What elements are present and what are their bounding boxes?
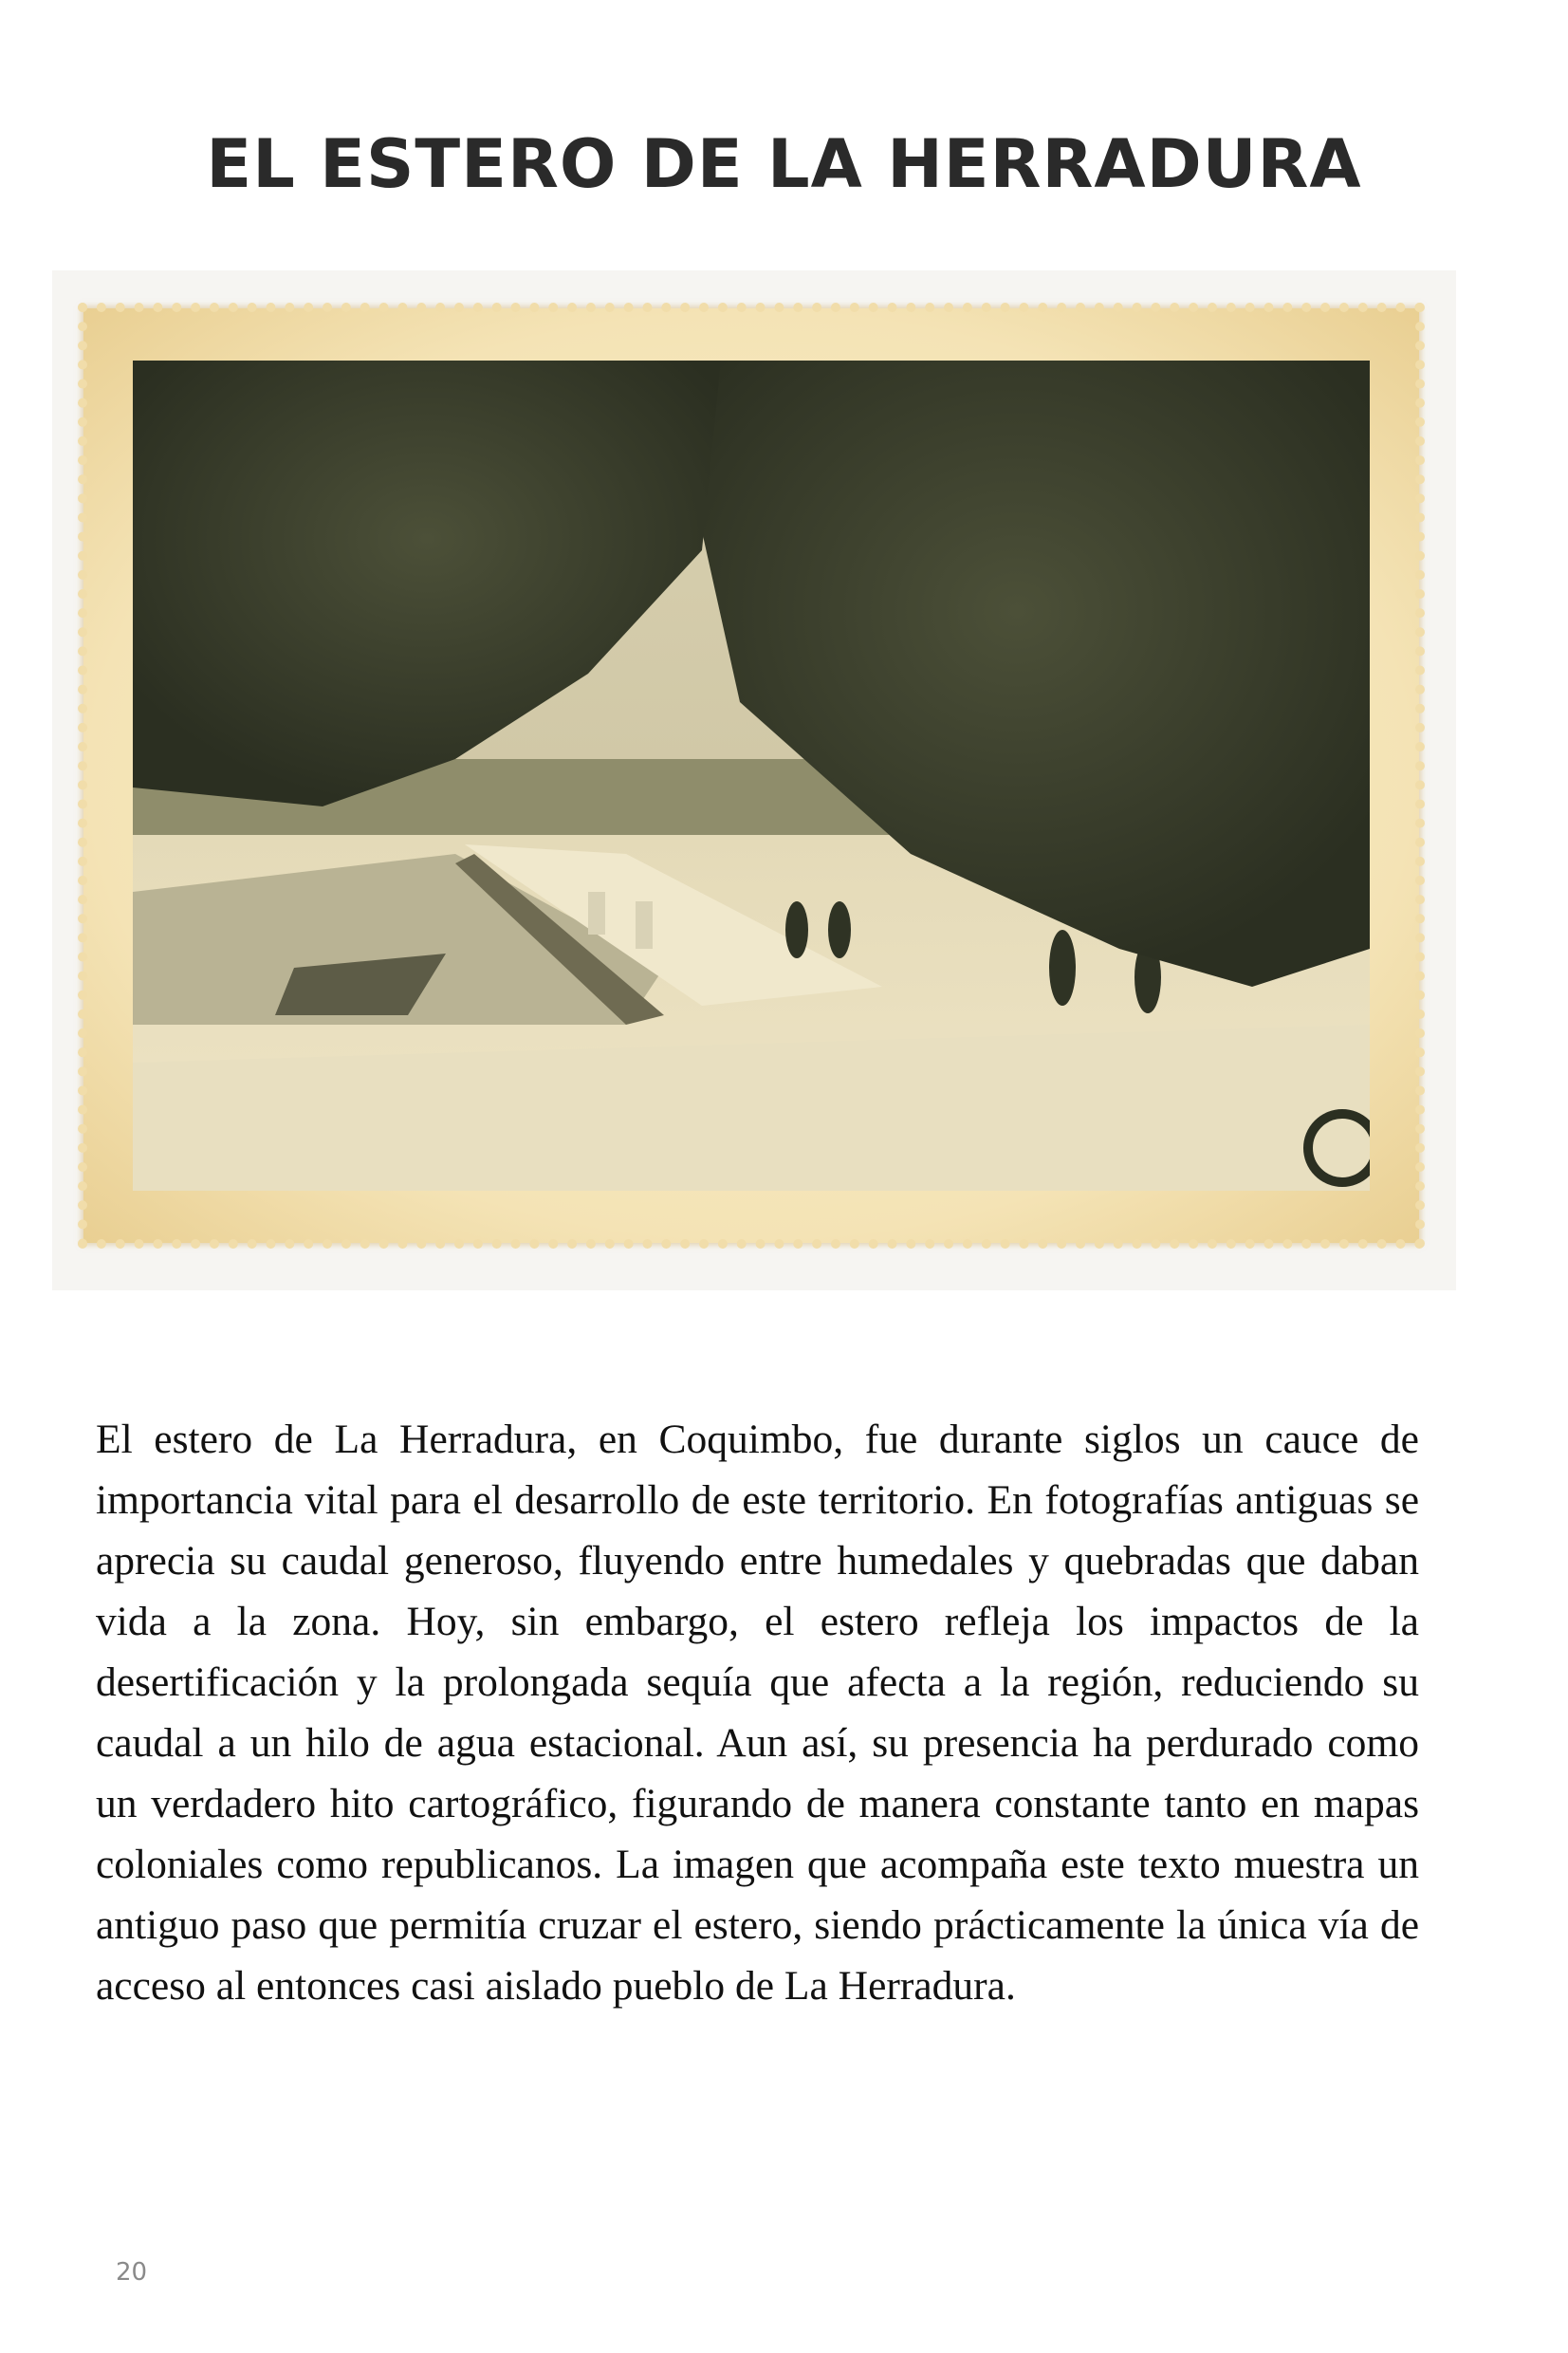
photo-person <box>1049 930 1076 1006</box>
page-number: 20 <box>116 2258 148 2287</box>
photo-rider <box>828 901 851 958</box>
vintage-photo-card <box>83 308 1419 1243</box>
estero-crossing-photo <box>133 361 1370 1191</box>
photo-post <box>636 901 653 949</box>
body-paragraph: El estero de La Herradura, en Coquimbo, fue durante siglos un cauce de importancia vital para el desarrollo de este territorio. En fotografías antiguas se aprecia su caudal generoso, fluyendo entre humedales y quebradas que daban vida a la zona. Hoy, sin embargo, el estero refleja los impactos de la desertificación y la prolongada sequía que afecta a la región, reduciendo su caudal a un hilo de agua estacional. Aun así, su presencia ha perdurado como un verdadero hito cartográfico, figurando de manera constante tanto en mapas coloniales como republicanos. La imagen que acompaña este texto muestra un antiguo paso que permitía cruzar el estero, siendo prácticamente la única vía de acceso al entonces casi aislado pueblo de La Herradura. <box>96 1417 1419 2009</box>
photo-rider <box>785 901 808 958</box>
photo-illustration <box>133 361 1370 1191</box>
photo-post <box>588 892 605 935</box>
page-title: EL ESTERO DE LA HERRADURA <box>206 125 1362 203</box>
